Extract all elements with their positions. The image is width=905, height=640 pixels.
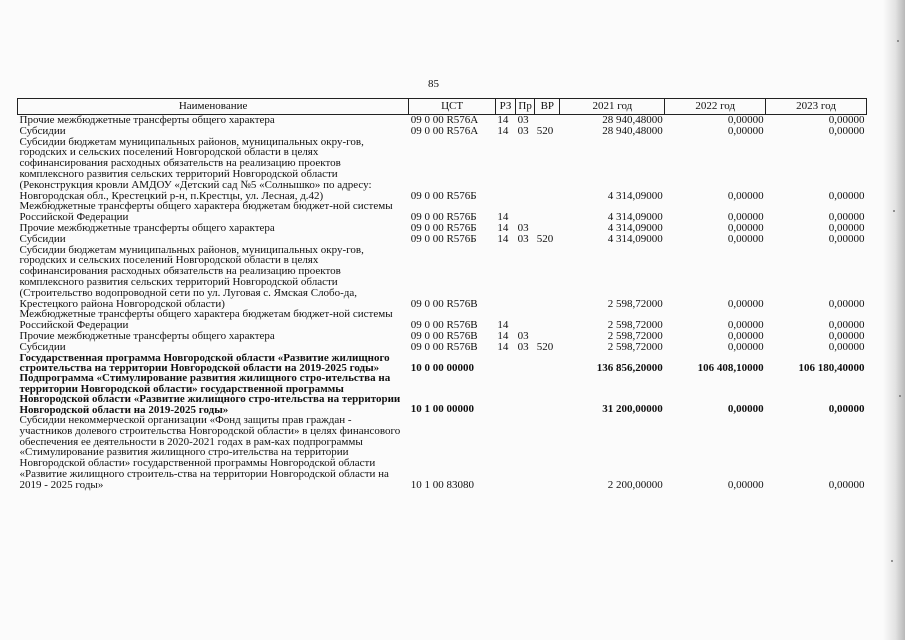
row-cst: 09 0 00 R576А <box>410 124 479 137</box>
row-2022: 0,00000 <box>727 221 764 234</box>
row-name: Субсидии <box>19 340 66 353</box>
row-2021: 2 598,72000 <box>607 319 663 332</box>
row-rz <box>495 137 515 202</box>
row-cst: 09 0 00 R576Б <box>410 189 477 202</box>
row-2021: 2 598,72000 <box>607 297 663 310</box>
row-2023: 0,00000 <box>828 329 865 342</box>
row-pr: 03 <box>517 114 529 126</box>
row-2023: 0,00000 <box>828 189 865 202</box>
row-vr <box>535 415 560 491</box>
header-vr: ВР <box>535 99 560 115</box>
row-2023: 0,00000 <box>828 221 865 234</box>
row-cst: 09 0 00 R576Б <box>410 221 477 234</box>
header-2021: 2021 год <box>560 99 665 115</box>
scan-speck <box>893 210 895 212</box>
row-name: Субсидии <box>19 124 66 137</box>
row-pr: 03 <box>517 329 529 342</box>
table-header-row <box>18 99 867 115</box>
row-cst: 10 1 00 83080 <box>410 478 474 491</box>
row-2023: 0,00000 <box>828 319 865 332</box>
row-rz: 14 <box>497 211 509 224</box>
row-pr <box>516 245 535 310</box>
table-row <box>18 245 867 310</box>
row-2021: 4 314,09000 <box>607 221 663 234</box>
row-cst: 09 0 00 R576В <box>410 297 478 310</box>
row-cst: 10 0 00 00000 <box>410 361 474 374</box>
row-name: Субсидии бюджетам муниципальных районов, муниципальных окру-гов, городских и сельских поселений Новгородской области в целях софинансирования расходных обязательств на реализацию проектов комплексного развития сельских территорий Новгородской области (Реконструкция кровли АМДОУ «Детский сад №5 «Солнышко» по адресу: Новгородская обл., Крестецкий р-н, п.Крестцы, ул. Лесная, д.42) <box>19 135 372 202</box>
row-2023: 106 180,40000 <box>798 361 865 374</box>
row-name: Субсидии бюджетам муниципальных районов, муниципальных окру-гов, городских и сельских поселений Новгородской области в целях софинансирования расходных обязательств на реализацию проектов комплексного развития сельских территорий Новгородской области (Строительство водопроводной сети по ул. Луговая с. Ямская Слобо-да, Крестецкого района Новгородской области) <box>19 243 364 310</box>
row-pr: 03 <box>517 340 529 353</box>
table-row <box>18 234 867 245</box>
scan-speck <box>897 40 899 42</box>
row-name: Государственная программа Новгородской области «Развитие жилищного строительства на территории Новгородской области на 2019-2025 годы» <box>19 351 390 374</box>
row-2021: 4 314,09000 <box>607 232 663 245</box>
row-2023: 0,00000 <box>828 211 865 224</box>
header-2022: 2022 год <box>665 99 766 115</box>
row-vr <box>535 309 560 331</box>
scan-edge-shadow <box>883 0 905 640</box>
table-row <box>18 342 867 353</box>
header-rz: РЗ <box>495 99 515 115</box>
table-row <box>18 126 867 137</box>
row-rz: 14 <box>497 124 509 137</box>
row-2022: 0,00000 <box>727 478 764 491</box>
row-name: Субсидии <box>19 232 66 245</box>
row-rz: 14 <box>497 232 509 245</box>
row-2021: 4 314,09000 <box>607 211 663 224</box>
scan-speck <box>891 560 893 562</box>
row-2023: 0,00000 <box>828 403 865 416</box>
row-2021: 31 200,00000 <box>602 403 663 416</box>
row-2023: 0,00000 <box>828 124 865 137</box>
row-2021: 136 856,20000 <box>596 361 663 374</box>
scan-speck <box>899 395 901 397</box>
header-pr: Пр <box>516 99 535 115</box>
row-2022: 0,00000 <box>727 403 764 416</box>
page-number: 85 <box>428 78 439 90</box>
row-rz: 14 <box>497 319 509 332</box>
table-row <box>18 415 867 491</box>
row-cst: 09 0 00 R576В <box>410 329 478 342</box>
row-2022: 0,00000 <box>727 124 764 137</box>
header-cst: ЦСТ <box>409 99 496 115</box>
row-2022: 0,00000 <box>727 340 764 353</box>
row-name: Подпрограмма «Стимулирование развития жилищного стро-ительства на территории Новгородской области» государственной программы Новгородской области «Развитие жилищного стро-ительства на территории Новгородской области на 2019-2025 годы» <box>19 372 401 416</box>
row-2023: 0,00000 <box>828 114 865 126</box>
row-2022: 0,00000 <box>727 232 764 245</box>
row-cst: 09 0 00 R576В <box>410 319 478 332</box>
row-vr <box>535 201 560 223</box>
row-rz: 14 <box>497 221 509 234</box>
row-rz: 14 <box>497 329 509 342</box>
table-row <box>18 309 867 331</box>
row-name: Субсидии некоммерческой организации «Фонд защиты прав граждан - участников долевого строительства Новгородской области» в целях финансового обеспечения ее деятельности в 2020-2021 годах в рам-ках подпрограммы «Стимулирование развития жилищного стро-ительства на территории Новгородской области» государственной программы Новгородской области «Развитие жилищного строитель-ства на территории Новгородской области на 2019 - 2025 годы» <box>19 413 401 491</box>
table-row-program <box>18 353 867 374</box>
row-cst: 10 1 00 00000 <box>410 403 474 416</box>
row-2023: 0,00000 <box>828 478 865 491</box>
row-2023: 0,00000 <box>828 340 865 353</box>
row-name: Межбюджетные трансферты общего характера бюджетам бюджет-ной системы Российской Федерации <box>19 308 393 332</box>
row-cst: 09 0 00 R576В <box>410 340 478 353</box>
row-pr: 03 <box>517 221 529 234</box>
row-vr: 520 <box>536 232 554 245</box>
row-2022: 0,00000 <box>727 211 764 224</box>
row-pr <box>516 373 535 415</box>
row-rz <box>495 353 515 374</box>
row-pr <box>516 201 535 223</box>
row-pr: 03 <box>517 124 529 137</box>
row-rz: 14 <box>497 114 509 126</box>
row-2023: 0,00000 <box>828 297 865 310</box>
row-2021: 28 940,48000 <box>602 124 663 137</box>
row-2022: 0,00000 <box>727 319 764 332</box>
row-pr <box>516 137 535 202</box>
table-row <box>18 201 867 223</box>
row-name: Прочие межбюджетные трансферты общего характера <box>19 329 275 342</box>
row-cst: 09 0 00 R576Б <box>410 232 477 245</box>
header-name: Наименование <box>18 99 409 115</box>
row-name: Межбюджетные трансферты общего характера бюджетам бюджет-ной системы Российской Федерации <box>19 200 393 224</box>
row-rz <box>495 245 515 310</box>
row-2021: 28 940,48000 <box>602 114 663 126</box>
row-rz <box>495 373 515 415</box>
row-vr <box>535 373 560 415</box>
table-row <box>18 137 867 202</box>
row-2021: 2 598,72000 <box>607 340 663 353</box>
table-row-subprogram <box>18 373 867 415</box>
row-2022: 0,00000 <box>727 297 764 310</box>
row-vr <box>535 137 560 202</box>
row-2022: 106 408,10000 <box>697 361 764 374</box>
row-2021: 2 598,72000 <box>607 329 663 342</box>
row-vr <box>535 353 560 374</box>
row-2022: 0,00000 <box>727 329 764 342</box>
row-pr <box>516 415 535 491</box>
budget-table <box>17 98 867 491</box>
row-pr <box>516 353 535 374</box>
row-rz: 14 <box>497 340 509 353</box>
header-2023: 2023 год <box>766 99 867 115</box>
row-pr <box>516 309 535 331</box>
row-2021: 2 200,00000 <box>607 478 663 491</box>
row-vr: 520 <box>536 340 554 353</box>
row-rz <box>495 415 515 491</box>
row-2022: 0,00000 <box>727 114 764 126</box>
row-name: Прочие межбюджетные трансферты общего характера <box>19 221 275 234</box>
row-cst: 09 0 00 R576Б <box>410 211 477 224</box>
row-name: Прочие межбюджетные трансферты общего характера <box>19 114 275 126</box>
row-2022: 0,00000 <box>727 189 764 202</box>
row-2023: 0,00000 <box>828 232 865 245</box>
row-vr: 520 <box>536 124 554 137</box>
row-pr: 03 <box>517 232 529 245</box>
row-cst: 09 0 00 R576А <box>410 114 479 126</box>
row-vr <box>535 245 560 310</box>
row-2021: 4 314,09000 <box>607 189 663 202</box>
